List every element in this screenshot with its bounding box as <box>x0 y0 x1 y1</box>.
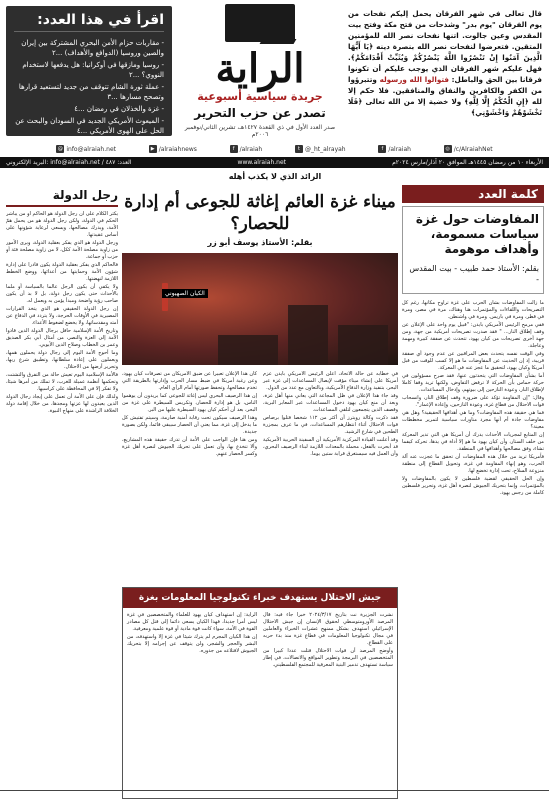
paragraph: إن رجل الدولة الحقيقي هو الذي يتخذ القرارات المصيرية في الأوقات الحرجة، ولا يتردد في الدفاع عن أمته ومقدساتها، ولا يخضع لضغوط الأعداء. <box>6 306 118 326</box>
paragraph: وتاريخ الأمة الإسلامية حافل برجال الدولة الذين قادوا الأمة إلى العزة والنصر، من أمثال أبي بكر الصديق وعمر بن الخطاب وصلاح الدين الأيوبي. <box>6 328 118 348</box>
toc-item[interactable]: - الميعوث الأمريكي الجديد في السودان والبحث عن الحل على الهوى الأمريكي ...٤ <box>15 117 164 135</box>
article-columns <box>122 371 398 583</box>
paragraph: ولذلك فإن على الأمة أن تعمل على إيجاد رجال الدولة الذين يعيدون لها عزتها ومجدها، من خلال إقامة دولة الخلافة الراشدة على منهاج النبوة. <box>6 394 118 414</box>
editorial-body <box>402 300 544 770</box>
slogan: الرائد الذي لا يكذب أهله <box>228 172 322 181</box>
footer-rule <box>0 790 549 791</box>
issue-date: الأربعاء ١٠ من رمضان ١٤٤٥هـ الموافق ٢٠ آذار/مارس ٢٠٢٤م <box>392 159 543 166</box>
news-box-column <box>263 612 393 792</box>
paragraph: فأمريكا تريد من خلال هذه المفاوضات أن تحقق ما عجزت عنه آلة الحرب، وهو إنهاء المقاومة في غزة، وتحويل القطاع إلى منطقة منزوعة السلاح، تحت إدارة تخضع لها. <box>402 454 544 474</box>
paragraph: فالحاكم الذي يفكر بعقلية الدولة يكون قادرا على إدارة شؤون الأمة وحمايتها من أعدائها، ووضع الخطط اللازمة لنهضتها. <box>6 262 118 282</box>
editorial-author: بقلم: الأستاذ حمد طبيب - بيت المقدس - <box>409 264 539 284</box>
paragraph: إن المتابع لمجريات الأحداث يدرك أن أمريكا هي التي تدير المعركة من خلف الستار، وأن كيان يهود ما هو إلا أداة في يدها، تحركه كيفما تشاء، وفق مصالحها وأهدافها في المنطقة. <box>402 432 544 452</box>
twitter-icon: t <box>295 145 303 153</box>
paragraph: وقد أعلنت القيادة المركزية الأمريكية أن السفينة الحربية الأمريكية قد أبحرت بالفعل، محملة بالمعدات اللازمة لبناء الرصيف البحري، وأن العمل فيه سيستغرق قرابة ستين يوما. <box>263 437 398 457</box>
date-bar <box>0 157 549 168</box>
flag-icon <box>225 4 295 42</box>
paragraph: وقال: "إن المقاومة تؤكد على ضرورة وقف إطلاق النار، وانسحاب قوات الاحتلال من قطاع غزة، وعودة النازحين، وإعادة الإعمار". <box>402 395 544 408</box>
paragraph: إن هذا الرصيف البحري ليس إغاثة للجوعى كما يريدون أن يوهموا الناس، بل هو إدارة للحصار، وتكريس للسيطرة على غزة من البحر، بعد أن أحكم كيان يهود السيطرة عليها من البر. <box>122 393 257 413</box>
news-box-column <box>127 612 257 792</box>
paragraph: وقد جاء هذا الإعلان في ظل المجاعة التي يعاني منها أهل غزة، وبعد أن منع كيان يهود دخول المساعدات عبر المعابر البرية، وقصف الذين يتجمعون لتلقي المساعدات. <box>263 393 398 413</box>
paragraph: ففي مرمح الرئيس الأمريكي بايدن: "قبيل يوم واحد على الإعلان عن وقف إطلاق النار... " فقد صدرت تصريحات أمريكية من جهة، ومن جهة أخرى تصريحات من كيان يهود، تتحدث عن صفقة كبيرة ومهمة وعاجلة. <box>402 322 544 349</box>
verse-highlight: فتوالوا الله ورسوله <box>379 75 449 84</box>
paragraph: ومن هنا فإن الواجب على الأمة أن تدرك حقيقة هذه المشاريع، وألا تنخدع بها، وأن تعمل على تحريك الجيوش لنصرة أهل غزة وكسر الحصار عنهم. <box>122 437 257 457</box>
social-link[interactable]: f /alraiah <box>378 145 411 153</box>
section-title[interactable]: رجل الدولة <box>6 185 118 207</box>
paragraph: وأوضح المرصد أن قوات الاحتلال قتلت عددا كبيرا من المتخصصين في البرمجة وتطوير المواقع والاتصالات، في إطار سياسة تستهدف تدمير البنية المعرفية للمجتمع الفلسطيني. <box>263 648 393 668</box>
issue-number: العدد: ٤٨٧ / info@alraiah.net :البريد الإلكتروني <box>6 159 132 166</box>
toc-title: اقرأ في هذا العدد: <box>14 12 164 32</box>
toc-item[interactable]: - عملة ثورة الشام تتوقف من جديد لتستعيد قرارها وتصحح مسارها ...٣ <box>18 83 164 101</box>
instagram-icon: ◎ <box>445 146 450 152</box>
paragraph: وما أحوج الأمة اليوم إلى رجال دولة يحملون همها، ويعملون على إعادة سلطانها، وتطبيق شرع ربها، وتحرير أرضها من الاحتلال. <box>6 350 118 370</box>
paragraph: أما بشأن المفاوضات التي يتحدثون عنها، فقد صرح مسؤولون في حركة حماس بأن الحركة لا ترفض التفاوض، ولكنها تريد وقفا كاملا لإطلاق النار، وعودة النازحين إلى بيوتهم، وإدخال المساعدات. <box>402 373 544 393</box>
masthead-subtitle: جريدة سياسية أسبوعية <box>197 90 323 103</box>
main-headline[interactable]: ميناء غزة العائم إغاثة للجوعى أم إدارة للحصار؟ <box>124 192 396 234</box>
paragraph: إن هذا الكيان المجرم لم يترك شيئا في غزة إلا واستهدفه، من البشر والحجر والشجر، ولن يتوقف عن إجرامه إلا بتحريك الجيوش لاقتلاعه من جذوره. <box>127 634 257 654</box>
youtube-icon: ▶ <box>149 145 157 153</box>
paragraph: وهذا الرصيف سيكون تحت رقابة أمنية صارمة، وسيتم تفتيش كل ما يدخل إلى غزة، مما يعني أن الحصار سيبقى قائما، ولكن بصورة جديدة. <box>122 415 257 435</box>
social-link[interactable]: ◎ /c/AlraiahNet <box>445 145 493 153</box>
social-link[interactable]: ▶ /alraiahnews <box>149 145 197 153</box>
statesman-body <box>6 211 118 771</box>
editorial-headline[interactable]: المفاوضات حول غزة سياسات مسمومة، وأهداف موهومة <box>415 212 539 256</box>
masthead-publisher: تصدر عن حزب التحرير <box>194 106 326 120</box>
building-shape <box>338 325 388 365</box>
paragraph: ولا يكفي أن يكون الرجل عالما بالسياسة أو ملما بالأحداث حتى يكون رجل دولة، بل لا بد أن يكون صاحب رؤية واضحة ومبدأ يؤمن به ويعمل له. <box>6 284 118 304</box>
building-shape <box>218 335 278 365</box>
news-box-title[interactable]: جيش الاحتلال يستهدف خبراء تكنولوجيا المعلومات بغزة <box>123 588 397 608</box>
paragraph: الراية: إن استهداف كيان يهود للعلماء والمتخصصين في غزة ليس أمرا جديدا، فهذا الكيان يسعى دائما إلى قتل كل مصادر القوة في الأمة، سواء كانت قوة مادية أو قوة علمية ومعرفية. <box>127 612 257 632</box>
paragraph: نشرت الجزيرة نت بتاريخ ٢٠٢٤/٣/١٧ خبرا جاء فيه: قال المرصد الأورومتوسطي لحقوق الإنسان إن جيش الاحتلال الإسرائيلي استهدف بشكل ممنهج عشرات الخبراء والعاملين في مجال تكنولوجيا المعلومات في قطاع غزة منذ بدء حربه على القطاع. <box>263 612 393 646</box>
social-link[interactable]: t @_ht_alrayah <box>295 145 346 153</box>
paragraph: ورجل الدولة هو الذي يفكر بعقلية الدولة، ويرى الأمور من زاوية مصلحة الأمة ككل، لا من زاوية مصلحة فئة أو حزب أو جماعة. <box>6 240 118 260</box>
paragraph: ما زالت المفاوضات بشأن الحرب على غزة تراوح مكانها، رغم كل التصريحات واللقاءات والمؤتمرات هنا وهناك، مرة في مصر، ومرة في قطر، ومرة في باريس. ومرة في واشنطن. <box>402 300 544 320</box>
article-photo <box>122 253 398 365</box>
building-shape <box>288 305 328 365</box>
facebook-icon: f <box>378 145 386 153</box>
verse-box <box>346 6 544 136</box>
editorial-header <box>402 206 544 294</box>
toc-item[interactable]: - مقاربات حزام الأمن البحري المشتركة بين إيران والصين وروسيا (الدوافع والأهداف) ...٢ <box>21 39 164 57</box>
paragraph: وفي الوقت نفسه يتحدث بعض المراقبين عن عدم وجود أي صفقة قريبة، إذ إن الحديث عن المفاوضات ما هو إلا كسب للوقت من قبل أمريكا وكيان يهود، لتحقيق ما عجز عنه في المعركة. <box>402 351 544 371</box>
facebook-icon: f <box>230 145 238 153</box>
main-article <box>122 185 398 775</box>
paragraph: وإن الحل الحقيقي لقضية فلسطين لا يكون بالمفاوضات ولا بالمؤتمرات، وإنما بتحريك الجيوش لنصرة أهل غزة، وتحرير فلسطين كاملة من رجس يهود. <box>402 476 544 496</box>
photo-caption: الكيان الصهيوني <box>162 289 208 298</box>
masthead-title: الراية <box>215 45 305 92</box>
masthead-issue-note: صدر العدد الأول في ذي القعدة ١٤٢٧هـ، تشرين الثاني/نوفمبر ٢٠٠٦م <box>184 124 336 138</box>
toc-item[interactable]: - روسيا ومازقها في أوكرانيا: هل يدفعها لاستخدام النووي؟ ...٢ <box>22 61 164 79</box>
article-column <box>122 371 257 583</box>
section-title: كلمة العدد <box>402 185 544 203</box>
statesman-column <box>6 185 118 775</box>
paragraph: يكثر الكلام على أن رجل الدولة هو الحاكم أو من يباشر الحكم في الدولة، ولكن رجل الدولة هو من يحمل همّ الأمة، ويدرك مصالحها، ويسعى لرعاية شؤونها على أساس عقيدتها. <box>6 211 118 238</box>
social-link[interactable]: @ info@alraiah.net <box>57 145 116 153</box>
email-icon: @ <box>57 146 63 152</box>
news-box <box>122 587 398 799</box>
website-url[interactable]: www.alraiah.net <box>237 159 287 166</box>
editorial-column <box>402 185 544 775</box>
table-of-contents <box>6 6 172 136</box>
paragraph: فقد ذكرت وكالة رويترز أن أكثر من ١١٢ شخصا قتلوا برصاص قوات الاحتلال أثناء انتظارهم المساعدات، في ما عرف بمجزرة الطحين في شارع الرشيد. <box>263 415 398 435</box>
toc-item[interactable]: - غزة والخذلان في رمضان ...٤ <box>74 105 164 113</box>
social-link[interactable]: f /alraiah <box>230 145 263 153</box>
paragraph: فالأمة الإسلامية اليوم تعيش حالة من التفرق والتشتت، وتحكمها أنظمة عميلة للغرب، لا تملك من أمرها شيئا، ولا تفكر إلا في المحافظة على كراسيها. <box>6 372 118 392</box>
main-byline: بقلم: الأستاذ يوسف أبو زر <box>207 238 313 247</box>
paragraph: في خطابه عن حالة الاتحاد، أعلن الرئيس الأمريكي بايدن عزم أمريكا على إنشاء ميناء مؤقت لإيصال المساعدات إلى غزة عبر البحر، بتنفيذ وزارة الدفاع الأمريكية، وبالتعاون مع عدد من الدول. <box>263 371 398 391</box>
paragraph: فما هي حقيقة هذه المفاوضات؟ وما هي أهدافها الحقيقية؟ وهل هي مفاوضات جادة أم أنها مجرد مناورات سياسية لتمرير مخططات معينة؟ <box>402 410 544 430</box>
verse-text: قال تعالى في شهر الفرقان يحمل إليكم نفحات من يوم الفرقان "يوم بدر" وشذحات من فتح مكة وفتح بيت المقدس وعين جالوت. اتنها نفحات نصر الله للمؤمنين المتقين. فتعرضوا لنفحات نصر الله بنصرة دينه ﴿يَا أَيُّهَا الَّذِينَ آمَنُوا إِنْ تَنْصُرُوا اللَّهَ يَنْصُرْكُمْ وَيُثَبِّتْ أَقْدَامَكُمْ﴾. فهل عليكم شهر الفرقان الذي يوجب عليكم أن تكونوا فرقانا بين الحق والباطل: فتوالوا الله ورسوله وتتبرؤوا من الكفر والكافرين والنفاق والمنافقين. فلا حكم إلا لله ﴿إِنِ الْحُكْمُ إِلَّا لِلَّهِ﴾ ولا خضية إلا من الله تعالى ﴿فَلَا تَخْشَوْهُمْ وَاخْشَوْنِي﴾ <box>348 9 542 117</box>
article-column <box>263 371 398 583</box>
social-bar <box>0 142 549 156</box>
paragraph: كان هذا الإعلان تعبيرا عن ضيق الأمريكان من تصرفات كيان يهود، وعن رغبة أمريكا في ضبط مسار الحرب وإدارتها بالطريقة التي تخدم مصالحها، وتحفظ صورتها أمام الرأي العام. <box>122 371 257 391</box>
